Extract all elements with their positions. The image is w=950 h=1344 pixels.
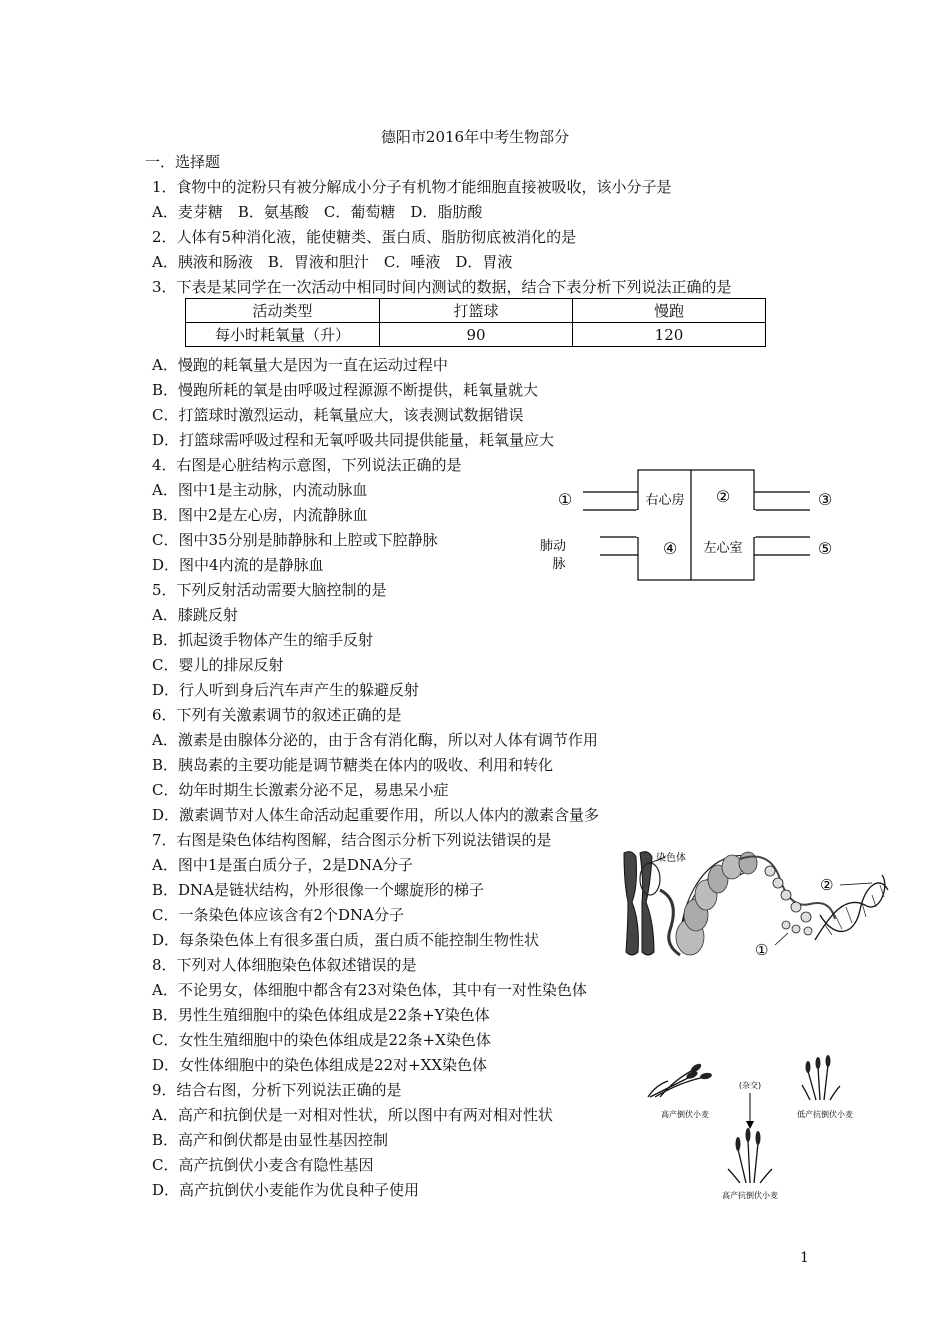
q8-option-a: A．不论男女，体细胞中都含有23对染色体，其中有一对性染色体 xyxy=(152,981,587,999)
question-3: 3．下表是某同学在一次活动中相同时间内测试的数据，结合下表分析下列说法正确的是 xyxy=(152,278,732,296)
q1-options: A．麦芽糖 B．氨基酸 C．葡萄糖 D．脂肪酸 xyxy=(152,203,483,221)
table-header-row xyxy=(186,299,766,323)
wheat-parent-1-label: 高产倒伏小麦 xyxy=(661,1110,709,1119)
q3-option-b: B．慢跑所耗的氧是由呼吸过程源源不断提供，耗氧量就大 xyxy=(152,381,539,399)
chromosome-label-2: ② xyxy=(820,876,834,894)
question-2: 2．人体有5种消化液，能使糖类、蛋白质、脂肪彻底被消化的是 xyxy=(152,228,577,246)
q3-option-a: A．慢跑的耗氧量大是因为一直在运动过程中 xyxy=(152,356,448,374)
question-8: 8．下列对人体细胞染色体叙述错误的是 xyxy=(152,956,417,974)
question-1: 1．食物中的淀粉只有被分解成小分子有机物才能细胞直接被吸收，该小分子是 xyxy=(152,178,672,196)
oxygen-table xyxy=(185,298,766,347)
question-9: 9．结合右图，分析下列说法正确的是 xyxy=(152,1081,402,1099)
section-heading: 一．选择题 xyxy=(145,153,221,171)
question-7: 7．右图是染色体结构图解，结合图示分析下列说法错误的是 xyxy=(152,831,552,849)
q6-option-b: B．胰岛素的主要功能是调节糖类在体内的吸收、利用和转化 xyxy=(152,756,554,774)
q7-option-b: B．DNA是链状结构，外形很像一个螺旋形的梯子 xyxy=(152,881,485,899)
question-4: 4．右图是心脏结构示意图，下列说法正确的是 xyxy=(152,456,462,474)
q6-option-a: A．激素是由腺体分泌的，由于含有消化酶，所以对人体有调节作用 xyxy=(152,731,598,749)
chromosome-diagram xyxy=(610,845,895,965)
q4-option-d: D．图中4内流的是静脉血 xyxy=(152,556,324,574)
q9-option-a: A．高产和抗倒伏是一对相对性状，所以图中有两对相对性状 xyxy=(152,1106,553,1124)
right-atrium-label: 右心房 xyxy=(645,493,685,508)
cross-label: (杂交) xyxy=(738,1081,762,1090)
offspring-wheat-icon xyxy=(728,1140,772,1183)
q8-option-b: B．男性生殖细胞中的染色体组成是22条+Y染色体 xyxy=(152,1006,490,1024)
q7-option-d: D．每条染色体上有很多蛋白质，蛋白质不能控制生物性状 xyxy=(152,931,540,949)
q2-options: A．胰液和肠液 B．胃液和胆汁 C．唾液 D．胃液 xyxy=(152,253,513,271)
heart-label-1: ① xyxy=(557,490,573,509)
q4-option-b: B．图中2是左心房，内流静脉血 xyxy=(152,506,368,524)
question-6: 6．下列有关激素调节的叙述正确的是 xyxy=(152,706,402,724)
q7-option-a: A．图中1是蛋白质分子，2是DNA分子 xyxy=(152,856,413,874)
heart-label-4: ④ xyxy=(662,539,678,558)
wheat-parent-2-label: 低产抗倒伏小麦 xyxy=(797,1110,853,1119)
q8-option-c: C．女性生殖细胞中的染色体组成是22条+X染色体 xyxy=(152,1031,491,1049)
pulmonary-artery-label: 脉 xyxy=(552,557,566,572)
page-number: 1 xyxy=(800,1250,809,1266)
question-5: 5．下列反射活动需要大脑控制的是 xyxy=(152,581,387,599)
q7-option-c: C．一条染色体应该含有2个DNA分子 xyxy=(152,906,405,924)
left-ventricle-label: 左心室 xyxy=(703,541,743,556)
wheat-offspring-label: 高产抗倒伏小麦 xyxy=(722,1191,778,1200)
q8-option-d: D．女性体细胞中的染色体组成是22对+XX染色体 xyxy=(152,1056,488,1074)
chromosome-label: 染色体 xyxy=(656,853,686,864)
heart-diagram xyxy=(525,462,845,587)
page-title: 德阳市2016年中考生物部分 xyxy=(380,128,570,146)
table-header: 慢跑 xyxy=(573,299,766,323)
wheat-cross-diagram xyxy=(630,1055,870,1205)
table-header: 打篮球 xyxy=(380,299,573,323)
table-cell: 90 xyxy=(380,323,573,347)
q3-option-c: C．打篮球时激烈运动，耗氧量应大，该表测试数据错误 xyxy=(152,406,524,424)
heart-label-2: ② xyxy=(715,487,731,506)
q5-option-d: D．行人听到身后汽车声产生的躲避反射 xyxy=(152,681,420,699)
q9-option-b: B．高产和倒伏都是由显性基因控制 xyxy=(152,1131,389,1149)
q4-option-a: A．图中1是主动脉，内流动脉血 xyxy=(152,481,368,499)
q6-option-c: C．幼年时期生长激素分泌不足，易患呆小症 xyxy=(152,781,449,799)
q3-option-d: D．打篮球需呼吸过程和无氧呼吸共同提供能量，耗氧量应大 xyxy=(152,431,555,449)
q5-option-a: A．膝跳反射 xyxy=(152,606,238,624)
q9-option-c: C．高产抗倒伏小麦含有隐性基因 xyxy=(152,1156,374,1174)
heart-label-3: ③ xyxy=(817,490,833,509)
chromosome-label-1: ① xyxy=(755,941,769,959)
table-row xyxy=(186,323,766,347)
table-cell: 120 xyxy=(573,323,766,347)
heart-label-5: ⑤ xyxy=(817,539,833,558)
q6-option-d: D．激素调节对人体生命活动起重要作用，所以人体内的激素含量多 xyxy=(152,806,600,824)
table-header: 活动类型 xyxy=(186,299,380,323)
pulmonary-artery-label: 肺动 xyxy=(539,539,567,554)
q4-option-c: C．图中35分别是肺静脉和上腔或下腔静脉 xyxy=(152,531,438,549)
q9-option-d: D．高产抗倒伏小麦能作为优良种子使用 xyxy=(152,1181,420,1199)
table-cell: 每小时耗氧量（升） xyxy=(186,323,380,347)
q5-option-b: B．抓起烫手物体产生的缩手反射 xyxy=(152,631,374,649)
q5-option-c: C．婴儿的排尿反射 xyxy=(152,656,284,674)
